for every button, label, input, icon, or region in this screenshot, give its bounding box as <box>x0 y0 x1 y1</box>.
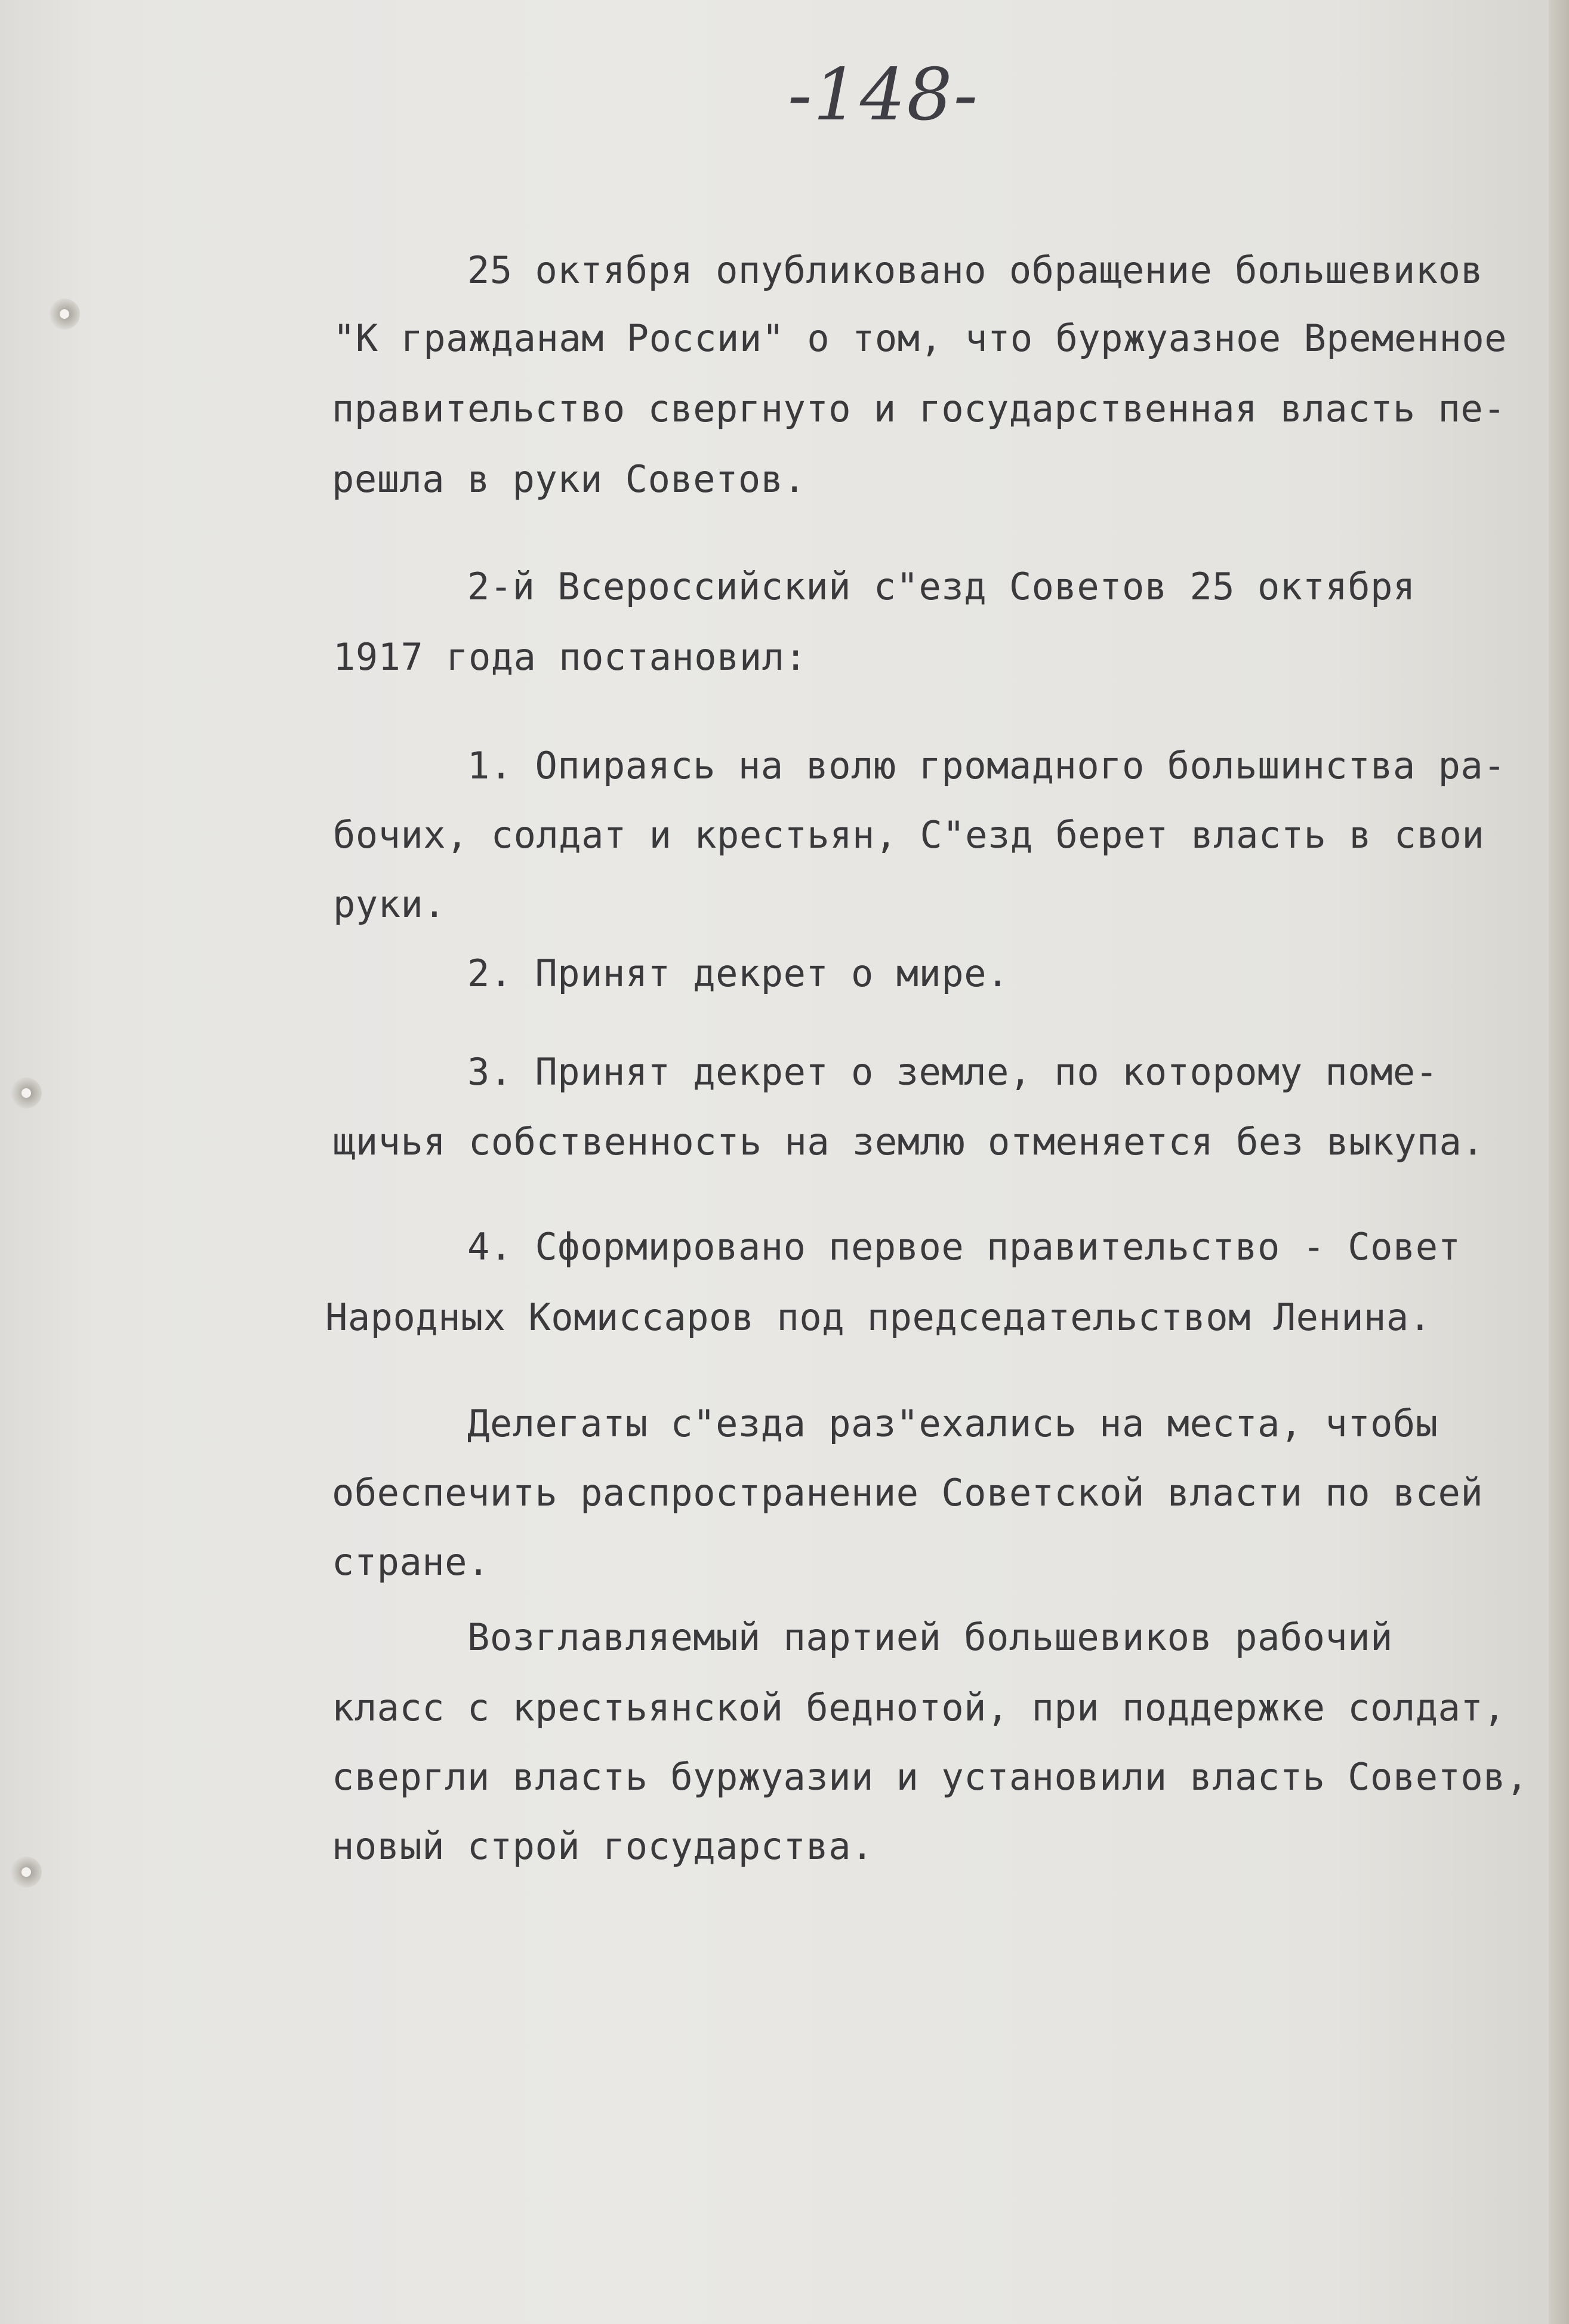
text-line: 1917 года постановил: <box>333 635 807 679</box>
text-line: 2. Принят декрет о мире. <box>467 952 1009 995</box>
text-line: свергли власть буржуазии и установили власть Советов, <box>332 1755 1528 1799</box>
text-line: Возглавляемый партией большевиков рабочий <box>467 1615 1393 1659</box>
text-line: 2-й Всероссийский с"езд Советов 25 октября <box>467 565 1416 608</box>
text-line: решла в руки Советов. <box>332 457 806 501</box>
text-line: Делегаты с"езда раз"ехались на места, чтобы <box>467 1402 1438 1445</box>
text-line: правительство свергнуто и государственная власть пе- <box>332 387 1506 430</box>
text-line: руки. <box>333 882 446 926</box>
text-line: 4. Сформировано первое правительство - Совет <box>467 1225 1461 1269</box>
punch-hole-top <box>49 298 80 330</box>
page-edge-shadow <box>1549 0 1569 2324</box>
text-line: бочих, солдат и крестьян, С"езд берет власть в свои <box>333 813 1485 857</box>
text-line: Народных Комиссаров под председательством Ленина. <box>325 1295 1432 1339</box>
punch-hole-middle <box>11 1078 42 1109</box>
text-line: 1. Опираясь на волю громадного большинства ра- <box>467 744 1506 787</box>
text-line: обеспечить распространение Советской власти по всей <box>332 1471 1484 1515</box>
page-number: -148- <box>788 54 979 137</box>
text-line: класс с крестьянской беднотой, при поддержке солдат, <box>332 1686 1506 1729</box>
punch-hole-bottom <box>11 1857 42 1888</box>
text-line: "К гражданам России" о том, что буржуазное Временное <box>333 316 1508 360</box>
text-line: 25 октября опубликовано обращение большевиков <box>467 248 1484 292</box>
text-line: новый строй государства. <box>332 1824 874 1868</box>
text-line: щичья собственность на землю отменяется без выкупа. <box>333 1120 1485 1163</box>
text-line: 3. Принят декрет о земле, по которому поме- <box>467 1050 1438 1094</box>
text-line: стране. <box>332 1540 490 1584</box>
